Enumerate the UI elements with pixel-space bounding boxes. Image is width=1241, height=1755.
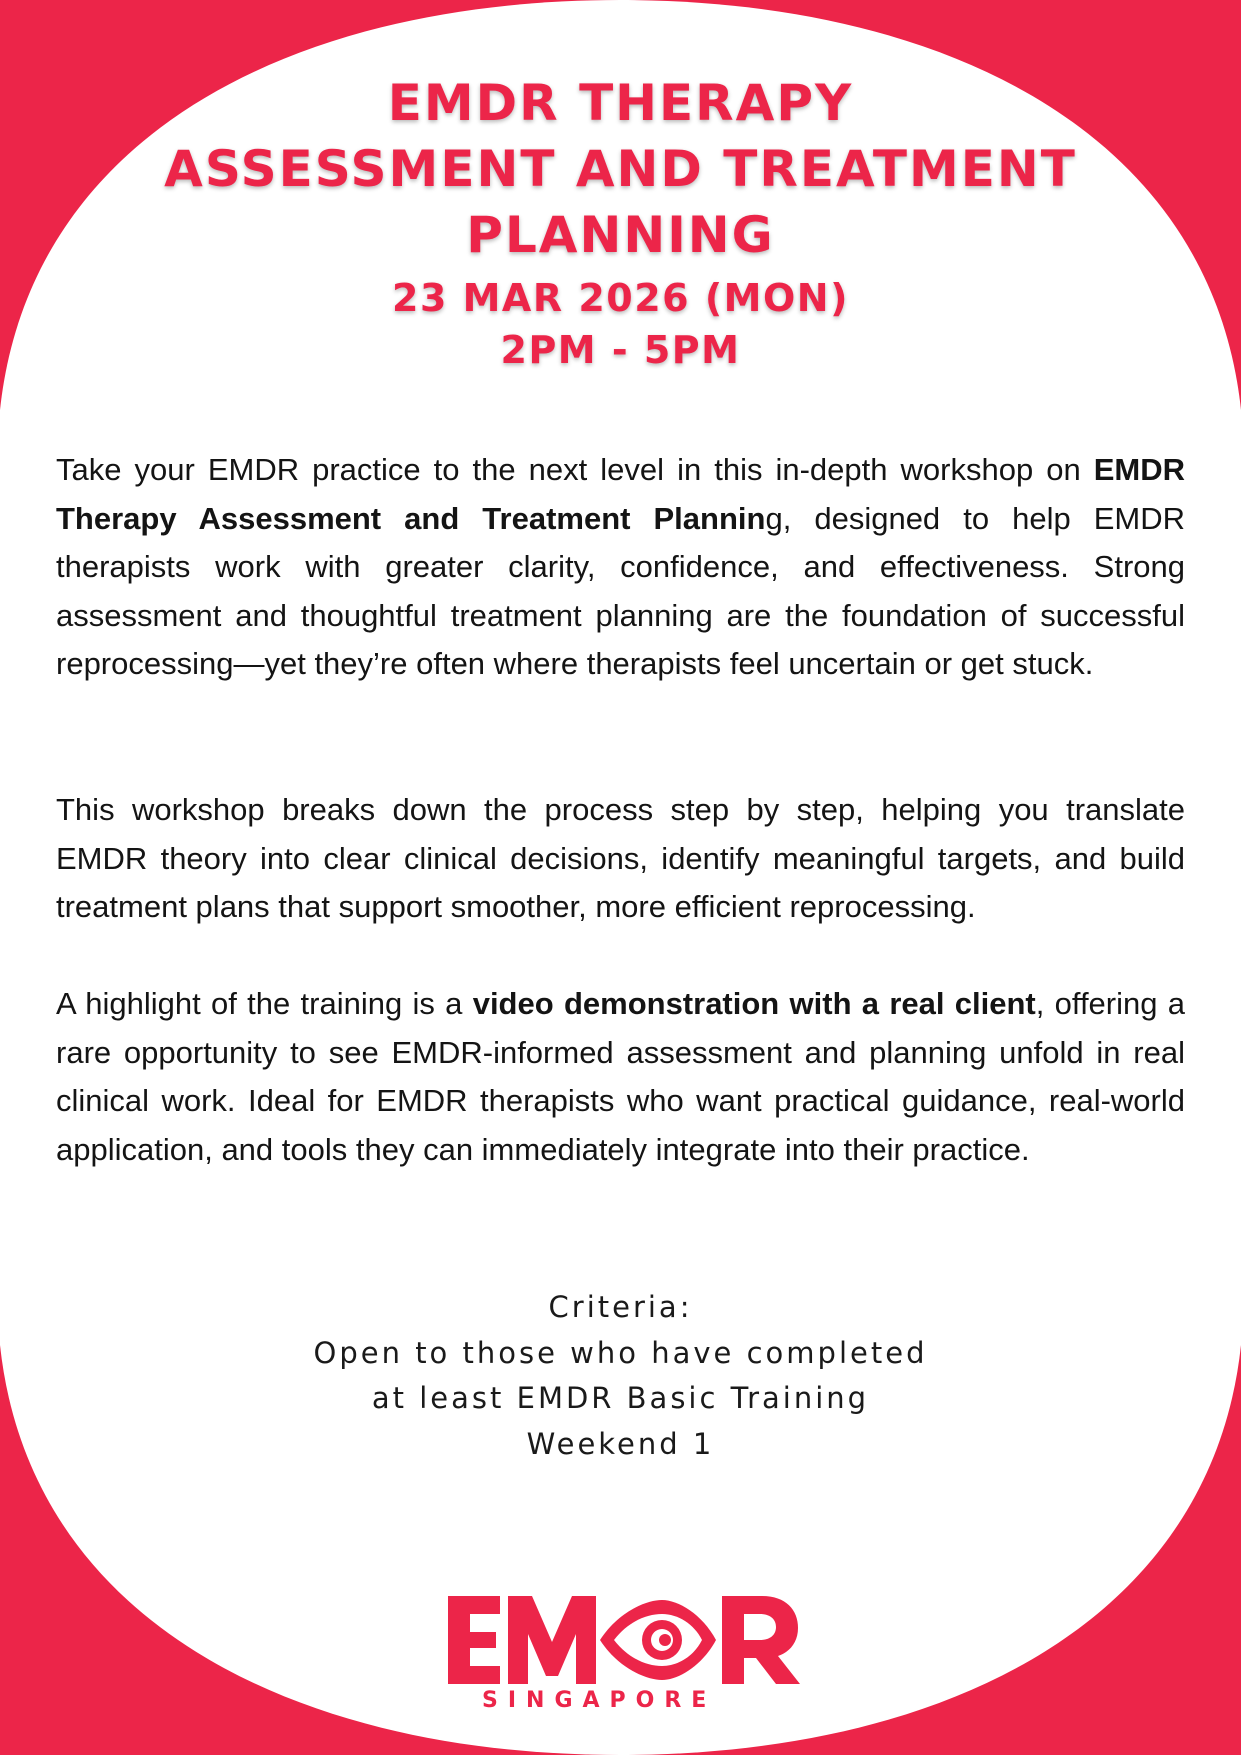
emdr-logo-mark — [440, 1590, 810, 1690]
title-line-2: ASSESSMENT AND TREATMENT — [164, 140, 1077, 198]
intro-text-end: g, designed to help EMDR therapists work with greater clarity, confidence, and effectiveness. Strong assessment and thoughtful treatment planning are the foundation of successful reprocessing—yet they’re often where therapists feel uncertain or get stuck. — [56, 500, 1185, 681]
criteria-heading: Criteria: — [548, 1290, 693, 1324]
eye-icon — [600, 1600, 716, 1680]
emdr-singapore-logo — [440, 1590, 810, 1713]
logo-subtitle: SINGAPORE — [482, 1688, 717, 1713]
criteria-line-1: Open to those who have completed — [313, 1335, 928, 1370]
intro-text-start: Take your EMDR practice to the next level in this in-depth workshop on — [56, 452, 1094, 487]
criteria-line-3: Weekend 1 — [526, 1426, 715, 1461]
event-date: 23 MAR 2026 (MON) — [392, 276, 849, 320]
title-line-1: EMDR THERAPY — [387, 74, 854, 132]
intro-paragraph — [56, 446, 1185, 689]
title-line-3: PLANNING — [466, 206, 775, 264]
highlight-bold: video demonstration with a real client — [472, 986, 1036, 1021]
highlight-paragraph — [56, 980, 1185, 1174]
event-title-block — [120, 70, 1121, 376]
criteria-line-2: at least EMDR Basic Training — [371, 1381, 870, 1415]
highlight-text-start: A highlight of the training is a — [56, 986, 473, 1021]
criteria-block — [200, 1285, 1041, 1467]
process-paragraph: This workshop breaks down the process step by step, helping you translate EMDR theory into clear clinical decisions, identify meaningful targets, and build treatment plans that support smoother, more efficient reprocessing. — [56, 792, 1185, 924]
intro-bold-title: EMDR Therapy Assessment and Treatment Plannin — [56, 452, 1185, 536]
event-time: 2PM - 5PM — [500, 328, 741, 372]
highlight-text-end: , offering a rare opportunity to see EMDR-informed assessment and planning unfold in real clinical work. Ideal for EMDR therapists who want practical guidance, real-world application, and tools they can immediately integrate into their practice. — [56, 986, 1186, 1167]
